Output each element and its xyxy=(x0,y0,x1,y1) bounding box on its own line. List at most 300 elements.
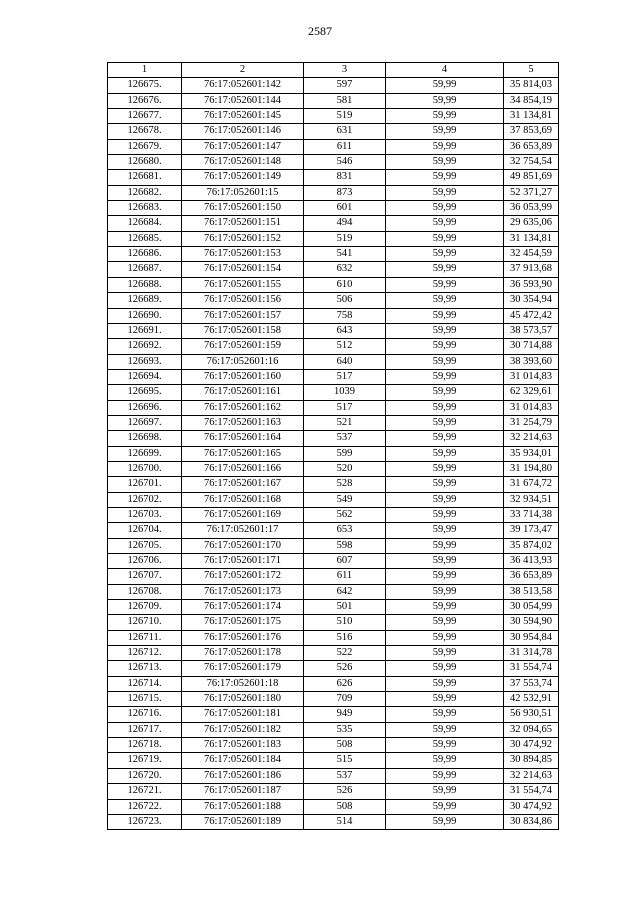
cadastral-number-cell: 76:17:052601:180 xyxy=(182,692,304,707)
rate-cell: 59,99 xyxy=(386,185,504,200)
area-cell: 632 xyxy=(304,262,386,277)
row-number-cell: 126676. xyxy=(108,93,182,108)
cadastral-number-cell: 76:17:052601:142 xyxy=(182,78,304,93)
cadastral-number-cell: 76:17:052601:18 xyxy=(182,676,304,691)
row-number-cell: 126719. xyxy=(108,753,182,768)
cadastral-number-cell: 76:17:052601:151 xyxy=(182,216,304,231)
rate-cell: 59,99 xyxy=(386,615,504,630)
column-header: 4 xyxy=(386,63,504,78)
amount-cell: 32 214,63 xyxy=(504,768,559,783)
row-number-cell: 126687. xyxy=(108,262,182,277)
area-cell: 626 xyxy=(304,676,386,691)
area-cell: 607 xyxy=(304,554,386,569)
table-row xyxy=(108,753,559,768)
rate-cell: 59,99 xyxy=(386,461,504,476)
area-cell: 514 xyxy=(304,814,386,829)
rate-cell: 59,99 xyxy=(386,768,504,783)
cadastral-number-cell: 76:17:052601:146 xyxy=(182,124,304,139)
cadastral-number-cell: 76:17:052601:179 xyxy=(182,661,304,676)
rate-cell: 59,99 xyxy=(386,293,504,308)
cadastral-number-cell: 76:17:052601:160 xyxy=(182,369,304,384)
cadastral-number-cell: 76:17:052601:161 xyxy=(182,385,304,400)
rate-cell: 59,99 xyxy=(386,400,504,415)
amount-cell: 52 371,27 xyxy=(504,185,559,200)
row-number-cell: 126697. xyxy=(108,415,182,430)
table-row xyxy=(108,692,559,707)
area-cell: 549 xyxy=(304,492,386,507)
area-cell: 516 xyxy=(304,630,386,645)
row-number-cell: 126689. xyxy=(108,293,182,308)
row-number-cell: 126685. xyxy=(108,231,182,246)
table-row xyxy=(108,155,559,170)
area-cell: 508 xyxy=(304,738,386,753)
amount-cell: 31 254,79 xyxy=(504,415,559,430)
area-cell: 526 xyxy=(304,784,386,799)
area-cell: 537 xyxy=(304,431,386,446)
row-number-cell: 126703. xyxy=(108,507,182,522)
amount-cell: 31 554,74 xyxy=(504,661,559,676)
cadastral-number-cell: 76:17:052601:150 xyxy=(182,201,304,216)
area-cell: 517 xyxy=(304,369,386,384)
row-number-cell: 126686. xyxy=(108,247,182,262)
row-number-cell: 126711. xyxy=(108,630,182,645)
column-header: 2 xyxy=(182,63,304,78)
row-number-cell: 126702. xyxy=(108,492,182,507)
table-row xyxy=(108,538,559,553)
row-number-cell: 126694. xyxy=(108,369,182,384)
rate-cell: 59,99 xyxy=(386,124,504,139)
column-header: 1 xyxy=(108,63,182,78)
table-body xyxy=(108,78,559,830)
table-row xyxy=(108,170,559,185)
rate-cell: 59,99 xyxy=(386,78,504,93)
amount-cell: 37 853,69 xyxy=(504,124,559,139)
row-number-cell: 126716. xyxy=(108,707,182,722)
cadastral-number-cell: 76:17:052601:159 xyxy=(182,339,304,354)
cadastral-number-cell: 76:17:052601:158 xyxy=(182,323,304,338)
rate-cell: 59,99 xyxy=(386,492,504,507)
amount-cell: 30 354,94 xyxy=(504,293,559,308)
area-cell: 520 xyxy=(304,461,386,476)
cadastral-number-cell: 76:17:052601:186 xyxy=(182,768,304,783)
cadastral-number-cell: 76:17:052601:170 xyxy=(182,538,304,553)
rate-cell: 59,99 xyxy=(386,431,504,446)
table-row xyxy=(108,354,559,369)
amount-cell: 36 593,90 xyxy=(504,277,559,292)
table-row xyxy=(108,768,559,783)
rate-cell: 59,99 xyxy=(386,247,504,262)
table-row xyxy=(108,615,559,630)
table-row xyxy=(108,201,559,216)
table-row xyxy=(108,492,559,507)
rate-cell: 59,99 xyxy=(386,600,504,615)
rate-cell: 59,99 xyxy=(386,385,504,400)
table-row xyxy=(108,293,559,308)
area-cell: 599 xyxy=(304,446,386,461)
rate-cell: 59,99 xyxy=(386,231,504,246)
row-number-cell: 126692. xyxy=(108,339,182,354)
table-row xyxy=(108,584,559,599)
amount-cell: 30 714,88 xyxy=(504,339,559,354)
amount-cell: 35 934,01 xyxy=(504,446,559,461)
table-row xyxy=(108,185,559,200)
amount-cell: 35 874,02 xyxy=(504,538,559,553)
table-row xyxy=(108,339,559,354)
cadastral-number-cell: 76:17:052601:182 xyxy=(182,722,304,737)
row-number-cell: 126675. xyxy=(108,78,182,93)
area-cell: 526 xyxy=(304,661,386,676)
row-number-cell: 126718. xyxy=(108,738,182,753)
table-row xyxy=(108,707,559,722)
cadastral-number-cell: 76:17:052601:168 xyxy=(182,492,304,507)
amount-cell: 31 134,81 xyxy=(504,109,559,124)
table-row xyxy=(108,722,559,737)
row-number-cell: 126677. xyxy=(108,109,182,124)
rate-cell: 59,99 xyxy=(386,369,504,384)
cadastral-number-cell: 76:17:052601:16 xyxy=(182,354,304,369)
row-number-cell: 126704. xyxy=(108,523,182,538)
rate-cell: 59,99 xyxy=(386,170,504,185)
amount-cell: 30 054,99 xyxy=(504,600,559,615)
table-row xyxy=(108,569,559,584)
cadastral-number-cell: 76:17:052601:15 xyxy=(182,185,304,200)
amount-cell: 49 851,69 xyxy=(504,170,559,185)
amount-cell: 34 854,19 xyxy=(504,93,559,108)
amount-cell: 30 954,84 xyxy=(504,630,559,645)
rate-cell: 59,99 xyxy=(386,646,504,661)
area-cell: 631 xyxy=(304,124,386,139)
amount-cell: 32 934,51 xyxy=(504,492,559,507)
cadastral-number-cell: 76:17:052601:145 xyxy=(182,109,304,124)
amount-cell: 37 553,74 xyxy=(504,676,559,691)
table-row xyxy=(108,400,559,415)
table-row xyxy=(108,93,559,108)
row-number-cell: 126688. xyxy=(108,277,182,292)
table-row xyxy=(108,814,559,829)
row-number-cell: 126699. xyxy=(108,446,182,461)
rate-cell: 59,99 xyxy=(386,139,504,154)
rate-cell: 59,99 xyxy=(386,630,504,645)
row-number-cell: 126683. xyxy=(108,201,182,216)
cadastral-number-cell: 76:17:052601:163 xyxy=(182,415,304,430)
column-header: 3 xyxy=(304,63,386,78)
rate-cell: 59,99 xyxy=(386,216,504,231)
row-number-cell: 126682. xyxy=(108,185,182,200)
cadastral-number-cell: 76:17:052601:183 xyxy=(182,738,304,753)
amount-cell: 32 214,63 xyxy=(504,431,559,446)
cadastral-number-cell: 76:17:052601:149 xyxy=(182,170,304,185)
row-number-cell: 126709. xyxy=(108,600,182,615)
table-row xyxy=(108,507,559,522)
area-cell: 709 xyxy=(304,692,386,707)
rate-cell: 59,99 xyxy=(386,277,504,292)
row-number-cell: 126720. xyxy=(108,768,182,783)
amount-cell: 30 474,92 xyxy=(504,738,559,753)
cadastral-number-cell: 76:17:052601:188 xyxy=(182,799,304,814)
table-row xyxy=(108,738,559,753)
cadastral-number-cell: 76:17:052601:164 xyxy=(182,431,304,446)
area-cell: 949 xyxy=(304,707,386,722)
amount-cell: 45 472,42 xyxy=(504,308,559,323)
rate-cell: 59,99 xyxy=(386,814,504,829)
rate-cell: 59,99 xyxy=(386,415,504,430)
amount-cell: 33 714,38 xyxy=(504,507,559,522)
cadastral-number-cell: 76:17:052601:187 xyxy=(182,784,304,799)
row-number-cell: 126680. xyxy=(108,155,182,170)
area-cell: 537 xyxy=(304,768,386,783)
row-number-cell: 126678. xyxy=(108,124,182,139)
area-cell: 546 xyxy=(304,155,386,170)
table-row xyxy=(108,78,559,93)
area-cell: 758 xyxy=(304,308,386,323)
row-number-cell: 126691. xyxy=(108,323,182,338)
area-cell: 512 xyxy=(304,339,386,354)
rate-cell: 59,99 xyxy=(386,584,504,599)
rate-cell: 59,99 xyxy=(386,722,504,737)
table-row xyxy=(108,676,559,691)
area-cell: 581 xyxy=(304,93,386,108)
rate-cell: 59,99 xyxy=(386,446,504,461)
rate-cell: 59,99 xyxy=(386,753,504,768)
cadastral-number-cell: 76:17:052601:154 xyxy=(182,262,304,277)
table-row xyxy=(108,600,559,615)
table-row xyxy=(108,262,559,277)
rate-cell: 59,99 xyxy=(386,554,504,569)
rate-cell: 59,99 xyxy=(386,354,504,369)
area-cell: 643 xyxy=(304,323,386,338)
area-cell: 515 xyxy=(304,753,386,768)
cadastral-number-cell: 76:17:052601:156 xyxy=(182,293,304,308)
row-number-cell: 126713. xyxy=(108,661,182,676)
amount-cell: 36 053,99 xyxy=(504,201,559,216)
table-row xyxy=(108,323,559,338)
table-row xyxy=(108,661,559,676)
cadastral-number-cell: 76:17:052601:174 xyxy=(182,600,304,615)
amount-cell: 31 194,80 xyxy=(504,461,559,476)
table-row xyxy=(108,124,559,139)
area-cell: 562 xyxy=(304,507,386,522)
row-number-cell: 126695. xyxy=(108,385,182,400)
area-cell: 642 xyxy=(304,584,386,599)
cadastral-number-cell: 76:17:052601:176 xyxy=(182,630,304,645)
amount-cell: 38 393,60 xyxy=(504,354,559,369)
cadastral-number-cell: 76:17:052601:165 xyxy=(182,446,304,461)
area-cell: 611 xyxy=(304,139,386,154)
table-row xyxy=(108,277,559,292)
area-cell: 528 xyxy=(304,477,386,492)
amount-cell: 30 834,86 xyxy=(504,814,559,829)
amount-cell: 32 094,65 xyxy=(504,722,559,737)
table-row xyxy=(108,415,559,430)
area-cell: 601 xyxy=(304,201,386,216)
amount-cell: 30 474,92 xyxy=(504,799,559,814)
amount-cell: 36 653,89 xyxy=(504,139,559,154)
amount-cell: 29 635,06 xyxy=(504,216,559,231)
rate-cell: 59,99 xyxy=(386,738,504,753)
area-cell: 519 xyxy=(304,109,386,124)
area-cell: 611 xyxy=(304,569,386,584)
table-row xyxy=(108,109,559,124)
cadastral-number-cell: 76:17:052601:175 xyxy=(182,615,304,630)
row-number-cell: 126684. xyxy=(108,216,182,231)
table-header-row xyxy=(108,63,559,78)
row-number-cell: 126707. xyxy=(108,569,182,584)
table-row xyxy=(108,784,559,799)
area-cell: 522 xyxy=(304,646,386,661)
cadastral-number-cell: 76:17:052601:184 xyxy=(182,753,304,768)
row-number-cell: 126708. xyxy=(108,584,182,599)
rate-cell: 59,99 xyxy=(386,569,504,584)
row-number-cell: 126696. xyxy=(108,400,182,415)
cadastral-number-cell: 76:17:052601:167 xyxy=(182,477,304,492)
amount-cell: 30 894,85 xyxy=(504,753,559,768)
cadastral-number-cell: 76:17:052601:181 xyxy=(182,707,304,722)
row-number-cell: 126693. xyxy=(108,354,182,369)
area-cell: 535 xyxy=(304,722,386,737)
amount-cell: 31 134,81 xyxy=(504,231,559,246)
cadastral-number-cell: 76:17:052601:173 xyxy=(182,584,304,599)
row-number-cell: 126710. xyxy=(108,615,182,630)
table-row xyxy=(108,369,559,384)
amount-cell: 38 513,58 xyxy=(504,584,559,599)
row-number-cell: 126721. xyxy=(108,784,182,799)
area-cell: 653 xyxy=(304,523,386,538)
rate-cell: 59,99 xyxy=(386,661,504,676)
cadastral-number-cell: 76:17:052601:144 xyxy=(182,93,304,108)
row-number-cell: 126706. xyxy=(108,554,182,569)
area-cell: 510 xyxy=(304,615,386,630)
rate-cell: 59,99 xyxy=(386,109,504,124)
cadastral-number-cell: 76:17:052601:169 xyxy=(182,507,304,522)
area-cell: 598 xyxy=(304,538,386,553)
table-row xyxy=(108,216,559,231)
cadastral-number-cell: 76:17:052601:17 xyxy=(182,523,304,538)
row-number-cell: 126717. xyxy=(108,722,182,737)
row-number-cell: 126679. xyxy=(108,139,182,154)
rate-cell: 59,99 xyxy=(386,692,504,707)
area-cell: 501 xyxy=(304,600,386,615)
row-number-cell: 126698. xyxy=(108,431,182,446)
area-cell: 610 xyxy=(304,277,386,292)
cadastral-number-cell: 76:17:052601:148 xyxy=(182,155,304,170)
rate-cell: 59,99 xyxy=(386,507,504,522)
rate-cell: 59,99 xyxy=(386,538,504,553)
table-row xyxy=(108,231,559,246)
table-row xyxy=(108,646,559,661)
table-row xyxy=(108,385,559,400)
row-number-cell: 126690. xyxy=(108,308,182,323)
area-cell: 831 xyxy=(304,170,386,185)
table-row xyxy=(108,247,559,262)
amount-cell: 36 413,93 xyxy=(504,554,559,569)
cadastral-number-cell: 76:17:052601:147 xyxy=(182,139,304,154)
rate-cell: 59,99 xyxy=(386,676,504,691)
table-row xyxy=(108,799,559,814)
table-row xyxy=(108,308,559,323)
area-cell: 521 xyxy=(304,415,386,430)
area-cell: 541 xyxy=(304,247,386,262)
rate-cell: 59,99 xyxy=(386,477,504,492)
cadastral-number-cell: 76:17:052601:171 xyxy=(182,554,304,569)
row-number-cell: 126715. xyxy=(108,692,182,707)
rate-cell: 59,99 xyxy=(386,308,504,323)
page-number: 2587 xyxy=(308,24,332,38)
table-row xyxy=(108,477,559,492)
amount-cell: 30 594,90 xyxy=(504,615,559,630)
row-number-cell: 126712. xyxy=(108,646,182,661)
area-cell: 873 xyxy=(304,185,386,200)
amount-cell: 31 554,74 xyxy=(504,784,559,799)
table-row xyxy=(108,461,559,476)
amount-cell: 36 653,89 xyxy=(504,569,559,584)
data-table xyxy=(107,62,559,830)
area-cell: 508 xyxy=(304,799,386,814)
amount-cell: 31 014,83 xyxy=(504,369,559,384)
table-row xyxy=(108,431,559,446)
cadastral-number-cell: 76:17:052601:189 xyxy=(182,814,304,829)
amount-cell: 31 674,72 xyxy=(504,477,559,492)
rate-cell: 59,99 xyxy=(386,339,504,354)
rate-cell: 59,99 xyxy=(386,93,504,108)
amount-cell: 37 913,68 xyxy=(504,262,559,277)
area-cell: 517 xyxy=(304,400,386,415)
rate-cell: 59,99 xyxy=(386,799,504,814)
column-header: 5 xyxy=(504,63,559,78)
rate-cell: 59,99 xyxy=(386,262,504,277)
row-number-cell: 126700. xyxy=(108,461,182,476)
cadastral-number-cell: 76:17:052601:162 xyxy=(182,400,304,415)
area-cell: 494 xyxy=(304,216,386,231)
row-number-cell: 126701. xyxy=(108,477,182,492)
table-row xyxy=(108,554,559,569)
amount-cell: 31 014,83 xyxy=(504,400,559,415)
table-row xyxy=(108,523,559,538)
area-cell: 519 xyxy=(304,231,386,246)
area-cell: 597 xyxy=(304,78,386,93)
cadastral-number-cell: 76:17:052601:153 xyxy=(182,247,304,262)
cadastral-number-cell: 76:17:052601:172 xyxy=(182,569,304,584)
row-number-cell: 126723. xyxy=(108,814,182,829)
amount-cell: 39 173,47 xyxy=(504,523,559,538)
rate-cell: 59,99 xyxy=(386,155,504,170)
amount-cell: 31 314,78 xyxy=(504,646,559,661)
table-row xyxy=(108,446,559,461)
amount-cell: 42 532,91 xyxy=(504,692,559,707)
area-cell: 1039 xyxy=(304,385,386,400)
row-number-cell: 126681. xyxy=(108,170,182,185)
area-cell: 506 xyxy=(304,293,386,308)
rate-cell: 59,99 xyxy=(386,707,504,722)
table-row xyxy=(108,139,559,154)
cadastral-number-cell: 76:17:052601:152 xyxy=(182,231,304,246)
amount-cell: 35 814,03 xyxy=(504,78,559,93)
rate-cell: 59,99 xyxy=(386,201,504,216)
amount-cell: 38 573,57 xyxy=(504,323,559,338)
row-number-cell: 126722. xyxy=(108,799,182,814)
cadastral-number-cell: 76:17:052601:157 xyxy=(182,308,304,323)
amount-cell: 32 454,59 xyxy=(504,247,559,262)
row-number-cell: 126705. xyxy=(108,538,182,553)
cadastral-number-cell: 76:17:052601:155 xyxy=(182,277,304,292)
rate-cell: 59,99 xyxy=(386,323,504,338)
amount-cell: 32 754,54 xyxy=(504,155,559,170)
cadastral-number-cell: 76:17:052601:166 xyxy=(182,461,304,476)
rate-cell: 59,99 xyxy=(386,784,504,799)
rate-cell: 59,99 xyxy=(386,523,504,538)
amount-cell: 62 329,61 xyxy=(504,385,559,400)
cadastral-number-cell: 76:17:052601:178 xyxy=(182,646,304,661)
row-number-cell: 126714. xyxy=(108,676,182,691)
